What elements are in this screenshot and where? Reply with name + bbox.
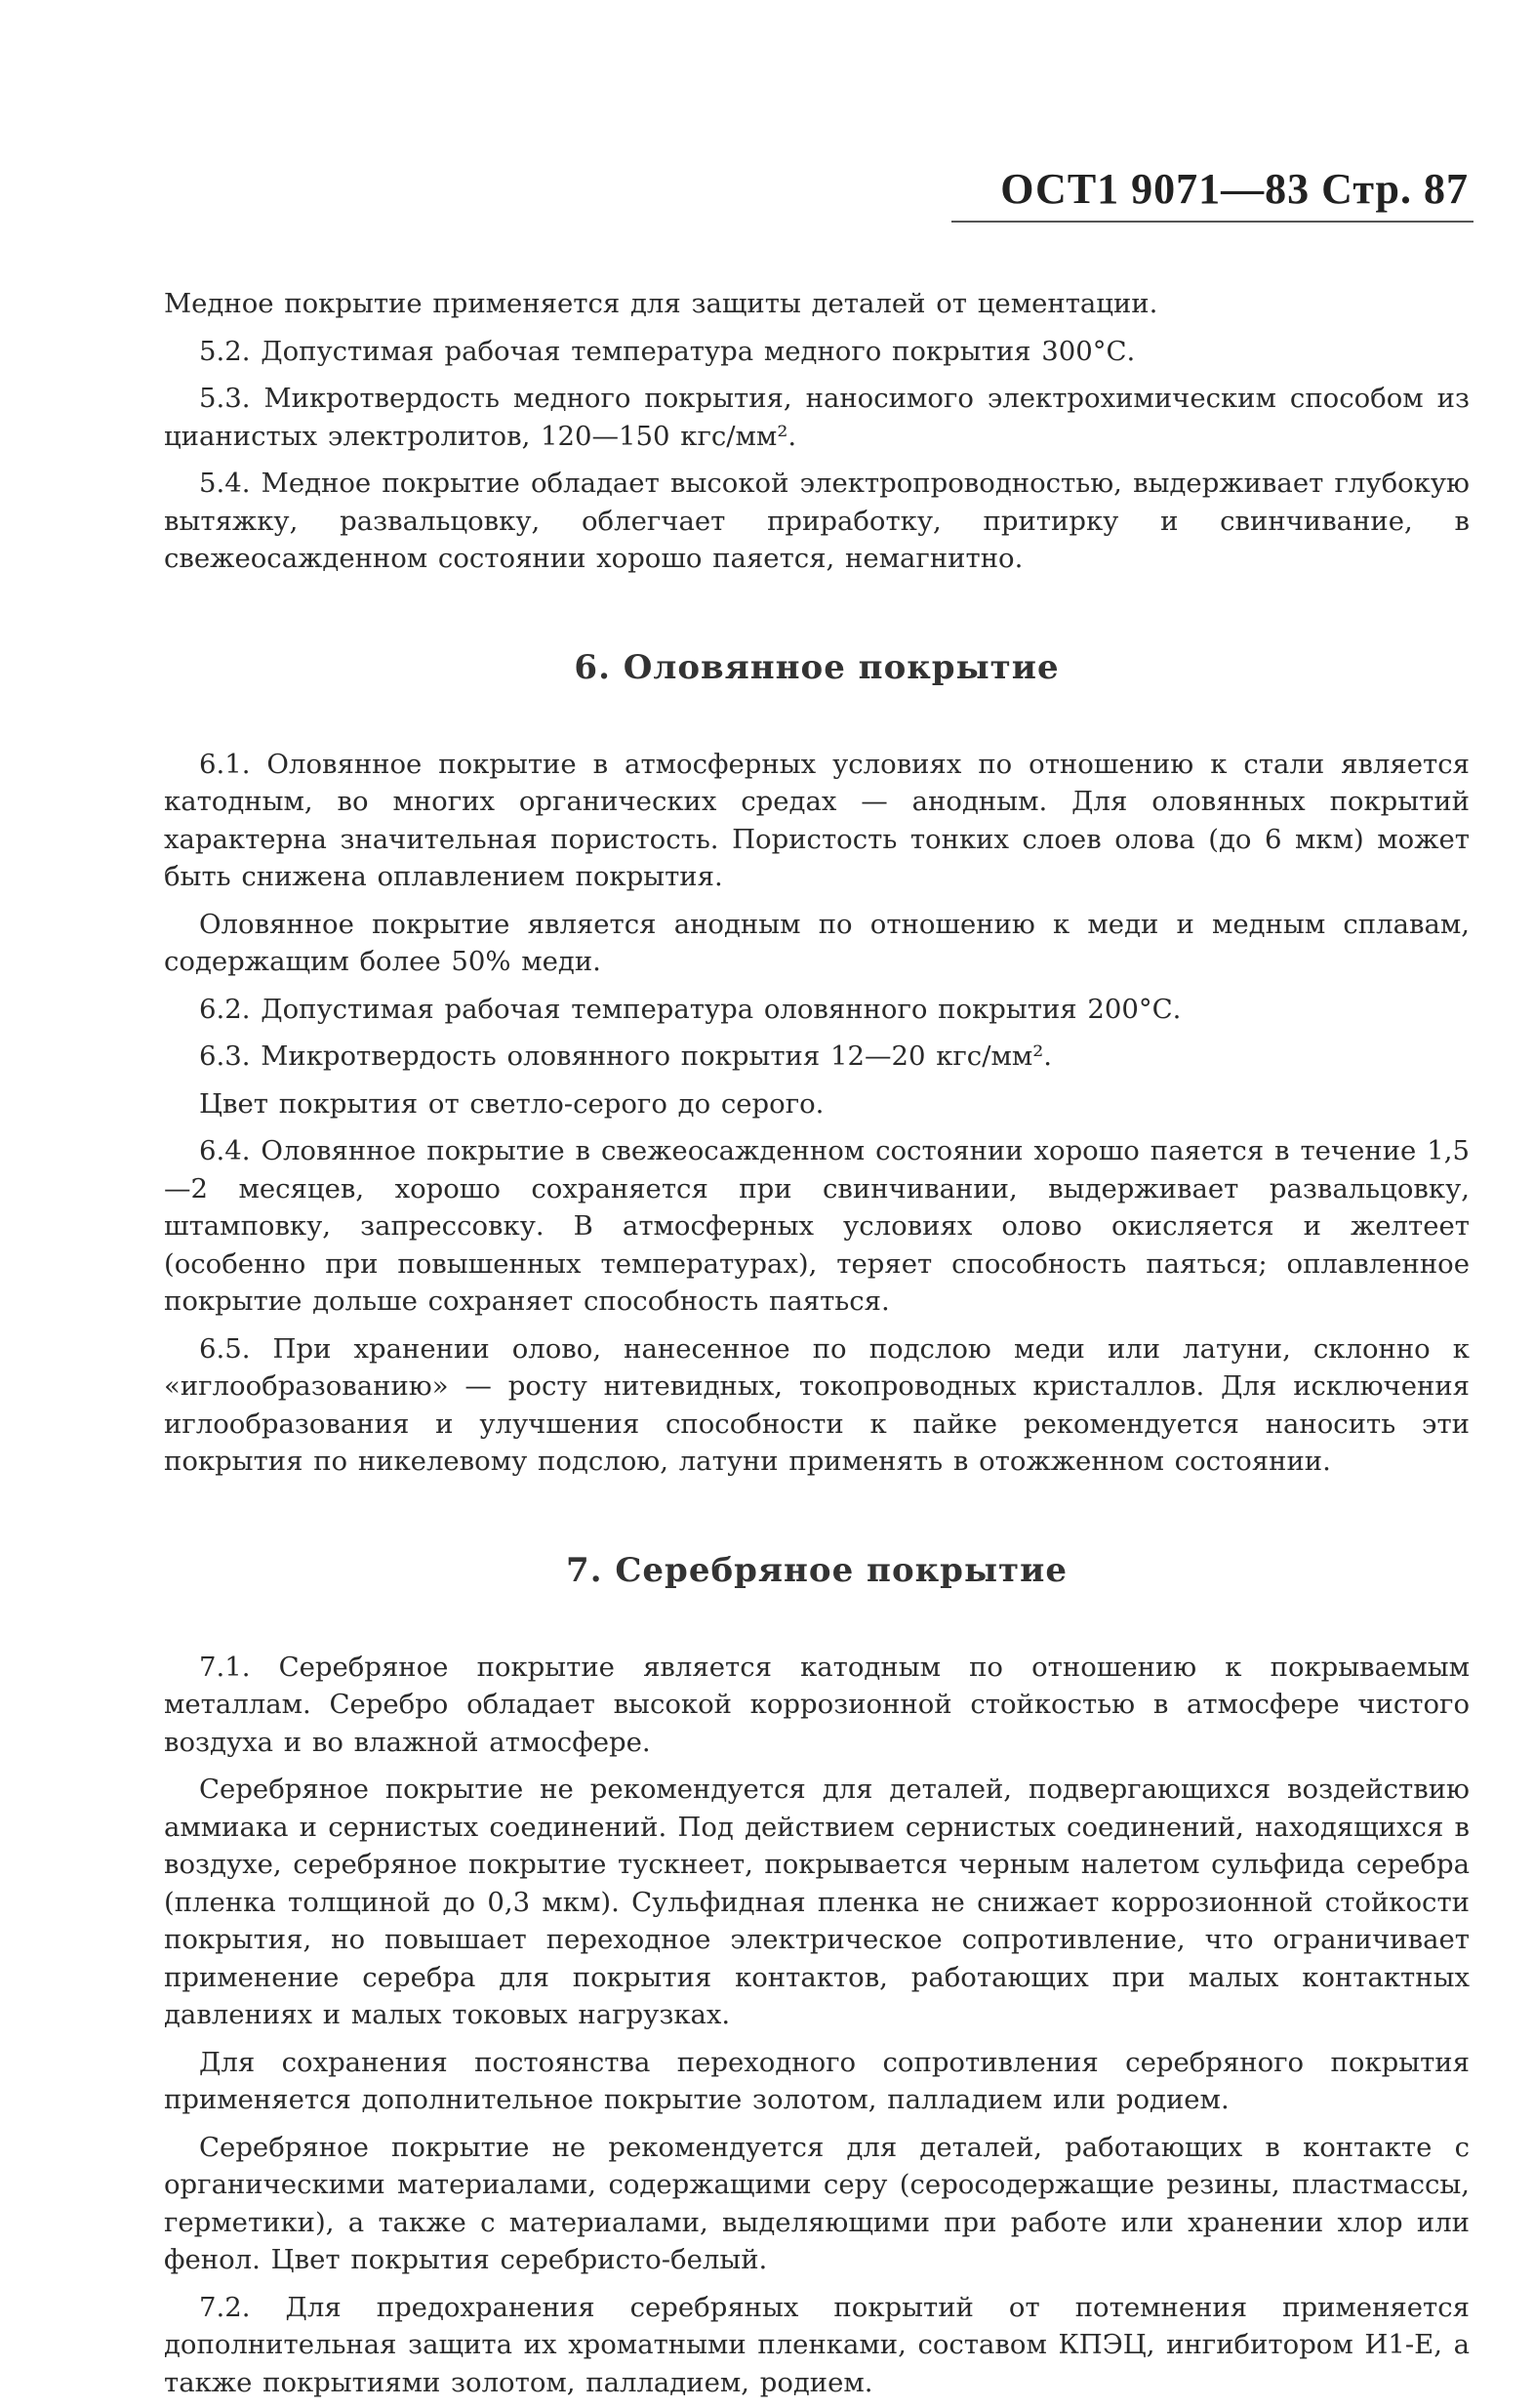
paragraph-7-2: 7.2. Для предохранения серебряных покрытий от потемнения применяется дополнительная защита их хроматными пленками, составом КПЭЦ, ингибитором И1-Е, а также покрытиями золотом, палладием, родием.	[164, 2291, 1470, 2398]
header-divider	[951, 221, 1473, 223]
paragraph-silver-sulfur: Серебряное покрытие не рекомендуется для деталей, подвергающихся воздействию аммиака и сернистых соединений. Под действием сернистых соединений, находящихся в воздухе, серебряное покрытие тускнеет, покрывается черным налетом сульфида серебра (пленка толщиной до 0,3 мкм). Сульфидная пленка не снижает коррозионной стойкости покрытия, но повышает переходное электрическое сопротивление, что ограничивает применение серебра для покрытия контактов, работающих при малых контактных давлениях и малых токовых нагрузках.	[164, 1774, 1470, 2030]
paragraph-5-4: 5.4. Медное покрытие обладает высокой электропроводностью, выдерживает глубокую вытяжку, развальцовку, облегчает приработку, притирку и свинчивание, в свежеосажденном состоянии хорошо паяется, немагнитно.	[164, 468, 1470, 574]
paragraph-tin-color: Цвет покрытия от светло-серого до серого.	[199, 1087, 825, 1120]
section-title-silver-coating: 7. Серебряное покрытие	[566, 1550, 1068, 1590]
paragraph-6-3: 6.3. Микротвердость оловянного покрытия 12—20 кгс/мм².	[199, 1041, 1053, 1072]
document-body	[164, 285, 1470, 2401]
paragraph-tin-anodic: Оловянное покрытие является анодным по отношению к меди и медным сплавам, содержащим более 50% меди.	[164, 908, 1470, 977]
section-title-tin-coating: 6. Оловянное покрытие	[574, 647, 1060, 687]
page-header: ОСТ1 9071—83 Стр. 87	[1000, 165, 1469, 213]
paragraph-copper-purpose: Медное покрытие применяется для защиты деталей от цементации.	[164, 288, 1158, 319]
paragraph-silver-contact-resistance: Для сохранения постоянства переходного сопротивления серебряного покрытия применяется дополнительное покрытие золотом, палладием или родием.	[164, 2046, 1470, 2115]
paragraph-6-5: 6.5. При хранении олово, нанесенное по подслою меди или латуни, склонно к «иглообразованию» — росту нитевидных, токопроводных кристаллов. Для исключения иглообразования и улучшения способности к пайке рекомендуется наносить эти покрытия по никелевому подслою, латуни применять в отожженном состоянии.	[164, 1332, 1470, 1477]
paragraph-7-1: 7.1. Серебряное покрытие является катодным по отношению к покрываемым металлам. Серебро обладает высокой коррозионной стойкостью в атмосфере чистого воздуха и во влажной атмосфере.	[164, 1651, 1470, 1758]
paragraph-6-1: 6.1. Оловянное покрытие в атмосферных условиях по отношению к стали является катодным, во многих органических средах — анодным. Для оловянных покрытий характерна значительная пористость. Пористость тонких слоев олова (до 6 мкм) может быть снижена оплавлением покрытия.	[164, 748, 1470, 892]
paragraph-silver-organics: Серебряное покрытие не рекомендуется для деталей, работающих в контакте с органическими материалами, содержащими серу (серосодержащие резины, пластмассы, герметики), а также с материалами, выделяющими при работе или хранении хлор или фенол. Цвет покрытия серебристо-белый.	[164, 2131, 1470, 2275]
paragraph-5-3: 5.3. Микротвердость медного покрытия, наносимого электрохимическим способом из цианистых электролитов, 120—150 кгс/мм².	[164, 383, 1470, 452]
paragraph-6-4: 6.4. Оловянное покрытие в свежеосажденном состоянии хорошо паяется в течение 1,5—2 месяцев, хорошо сохраняется при свинчивании, выдерживает развальцовку, штамповку, запрессовку. В атмосферных условиях олово окисляется и желтеет (особенно при повышенных температурах), теряет способность паяться; оплавленное покрытие дольше сохраняет способность паяться.	[164, 1135, 1470, 1317]
paragraph-6-2: 6.2. Допустимая рабочая температура оловянного покрытия 200°С.	[199, 993, 1182, 1025]
paragraph-5-2: 5.2. Допустимая рабочая температура медного покрытия 300°С.	[199, 335, 1136, 367]
